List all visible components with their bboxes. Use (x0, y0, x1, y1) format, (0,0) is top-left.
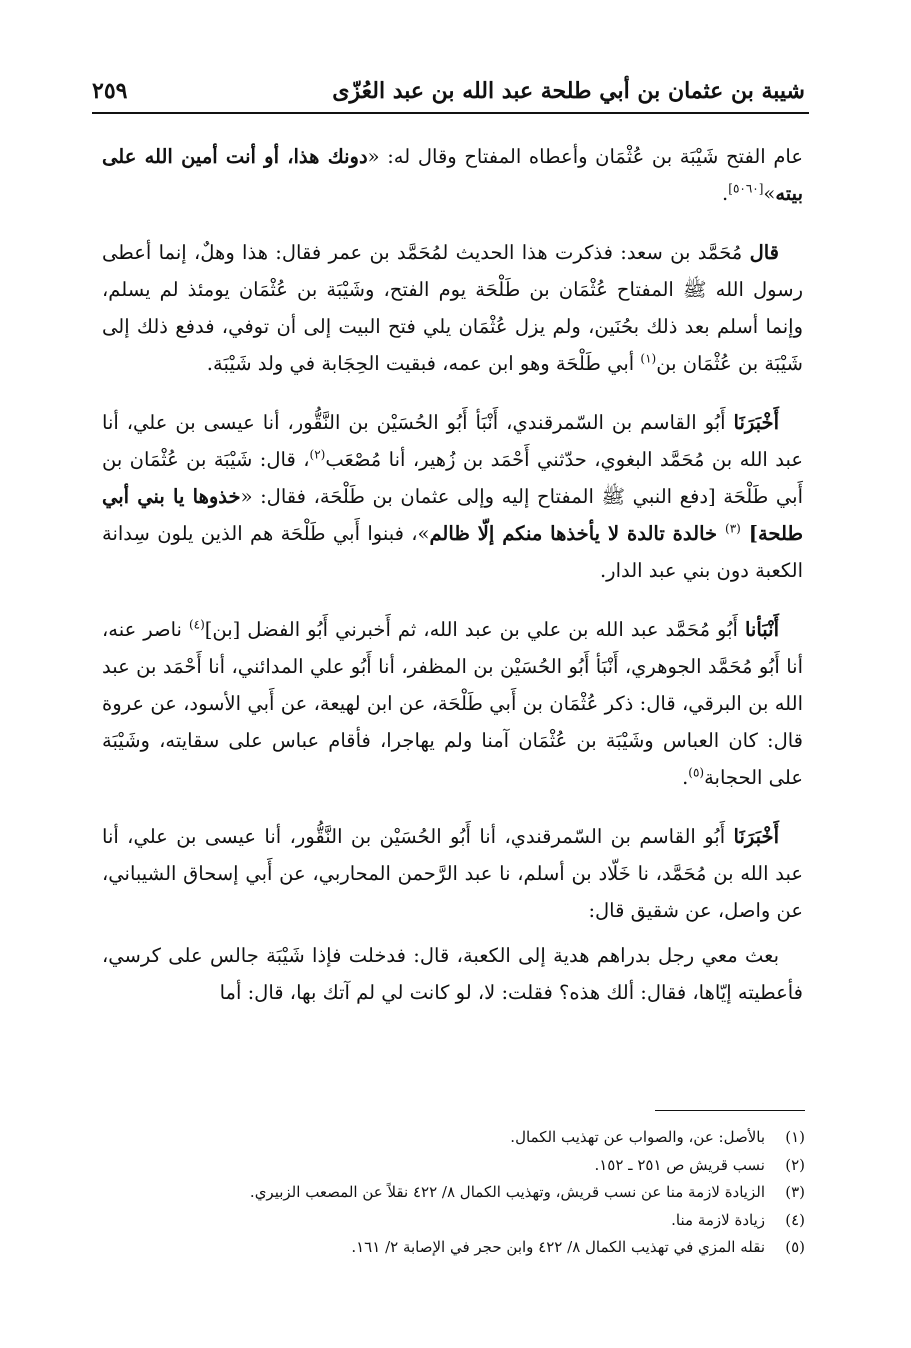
footnote-number: (١) (785, 1128, 805, 1146)
footnote-text: بالأصل: عن، والصواب عن تهذيب الكمال. (510, 1128, 765, 1146)
footnote-item (120, 1124, 805, 1152)
paragraph-end: . (682, 766, 689, 789)
paragraph-text: أَبُو مُحَمَّد عبد الله بن علي بن عبد الله، ثم أَخبرني أَبُو الفضل [بن] (204, 618, 745, 641)
running-title: شيبة بن عثمان بن أبي طلحة عبد الله بن عبد العُزّى (332, 78, 805, 104)
paragraph-6 (102, 937, 803, 1011)
footnote-number: (٥) (785, 1238, 805, 1256)
footnote-text: نسب قريش ص ٢٥١ ـ ١٥٢. (594, 1155, 765, 1174)
hadith-quote-2: خالدة تالدة لا يأخذها منكم إلّا ظالم (429, 522, 725, 545)
paragraph-text: بعث معي رجل بدراهم هدية إلى الكعبة، قال: فدخلت فإذا شَيْبَة جالس على كرسي، فأعطيته إيّاها، فقال: ألك هذه؟ فقلت: لا، لو كانت لي لم آتك بها، قال: أما (102, 944, 803, 1004)
footnote-text: نقله المزي في تهذيب الكمال ٨/ ٤٢٢ وابن حجر في الإصابة ٢/ ١٦١. (351, 1238, 765, 1256)
paragraph-text: أَبُو القاسم بن السّمرقندي، أنا أَبُو الحُسَيْن بن النَّقُّور، أنا عيسى بن علي، أنا عبد الله بن مُحَمَّد، نا خَلّاد بن أسلم، نا عبد الرَّحمن المحاربي، عن أَبي إسحاق الشيباني، عن واصل، عن شقيق قال: (102, 825, 803, 922)
reference-number: [٥٠٦٠] (728, 181, 764, 196)
footnote-item (120, 1179, 805, 1207)
footnote-ref-1: (١) (640, 351, 657, 366)
quote-close: » (763, 182, 776, 205)
footnote-text: زيادة لازمة منا. (671, 1210, 765, 1229)
paragraph-text: عام الفتح شَيْبَة بن عُثْمَان وأعطاه المفتاح وقال له: « (367, 145, 803, 168)
footnote-number: (٤) (785, 1210, 805, 1229)
main-text (102, 138, 803, 1033)
footnote-item (120, 1152, 805, 1180)
paragraph-text: مُحَمَّد بن سعد: فذكرت هذا الحديث لمُحَمَّد بن عمر فقال: هذا وهلٌ، إنما أعطى رسول الله ﷺ المفتاح عُثْمَان بن طَلْحَة يوم الفتح، وشَيْبَة بن عُثْمَان يومئذ لم يسلم، وإنما أسلم بعد ذلك بحُنَين، ولم يزل عُثْمَان يلي فتح البيت إلى أن توفي، فدفع ذلك إلى شَيْبَة بن عُثْمَان بن (102, 241, 803, 375)
paragraph-2 (102, 234, 803, 382)
paragraph-lead: أَخْبَرَنَا (733, 411, 779, 434)
footnote-ref-2: (٢) (309, 447, 326, 462)
footnote-number: (٢) (785, 1155, 805, 1174)
paragraph-lead: أَنْبَأنا (744, 618, 779, 641)
paragraph-1 (102, 138, 803, 212)
footnote-ref-4: (٤) (188, 617, 205, 632)
footnote-rule (655, 1110, 805, 1111)
paragraph-tail: أبي طَلْحَة وهو ابن عمه، فبقيت الحِجَابة في ولد شَيْبَة. (206, 352, 641, 375)
footnote-item (120, 1207, 805, 1235)
paragraph-4 (102, 611, 803, 796)
footnote-text: الزيادة لازمة منا عن نسب قريش، وتهذيب الكمال ٨/ ٤٢٢ نقلاً عن المصعب الزبيري. (249, 1183, 765, 1201)
footnote-number: (٣) (785, 1183, 805, 1201)
paragraph-tail: ناصر عنه، أنا أَبُو مُحَمَّد الجوهري، أَنْبَأ أَبُو الحُسَيْن بن المظفر، أنا أَبُو علي المدائني، أنا أَحْمَد بن عبد الله بن البرقي، قال: ذكر عُثْمَان بن أَبي طَلْحَة، عن ابن لهيعة، عن أَبي الأسود، عن عروة قال: كان العباس وشَيْبَة بن عُثْمَان آمنا ولم يهاجرا، فأقام عباس على سقايته، وشَيْبَة على الحجابة (102, 618, 803, 789)
page-number: ٢٥٩ (92, 78, 128, 104)
paragraph-3 (102, 404, 803, 589)
paragraph-lead: أَخْبَرَنَا (733, 825, 779, 848)
footnote-ref-5: (٥) (688, 765, 705, 780)
paragraph-5 (102, 818, 803, 929)
paragraph-text-2: ، قال: شَيْبَة بن عُثْمَان بن أَبي طَلْحَة [دفع النبي ﷺ المفتاح إليه وإلى عثمان بن طَلْحَة، فقال: « (102, 448, 803, 508)
paragraph-tail: . (722, 182, 729, 205)
page-header (92, 68, 805, 104)
hadith-quote: دونك هذا، أو أنت أمين الله على بيته (102, 145, 803, 205)
footnotes (120, 1124, 805, 1262)
header-rule (92, 112, 809, 114)
paragraph-text: أَبُو القاسم بن السّمرقندي، أَنْبَأ أَبُو الحُسَيْن بن النَّقُّور، أنا عيسى بن علي، أنا عبد الله بن مُحَمَّد البغوي، حدّثني أَحْمَد بن زُهير، أنا مُصْعَب (102, 411, 804, 471)
footnote-item (120, 1234, 805, 1262)
hadith-quote: خذوها يا بني أبي طلحة] (102, 485, 803, 545)
paragraph-tail: »، فبنوا أَبي طَلْحَة هم الذين يلون سِدانة الكعبة دون بني عبد الدار. (102, 522, 803, 582)
paragraph-lead: قال (749, 241, 779, 264)
footnote-ref-3: (٣) (725, 521, 741, 536)
